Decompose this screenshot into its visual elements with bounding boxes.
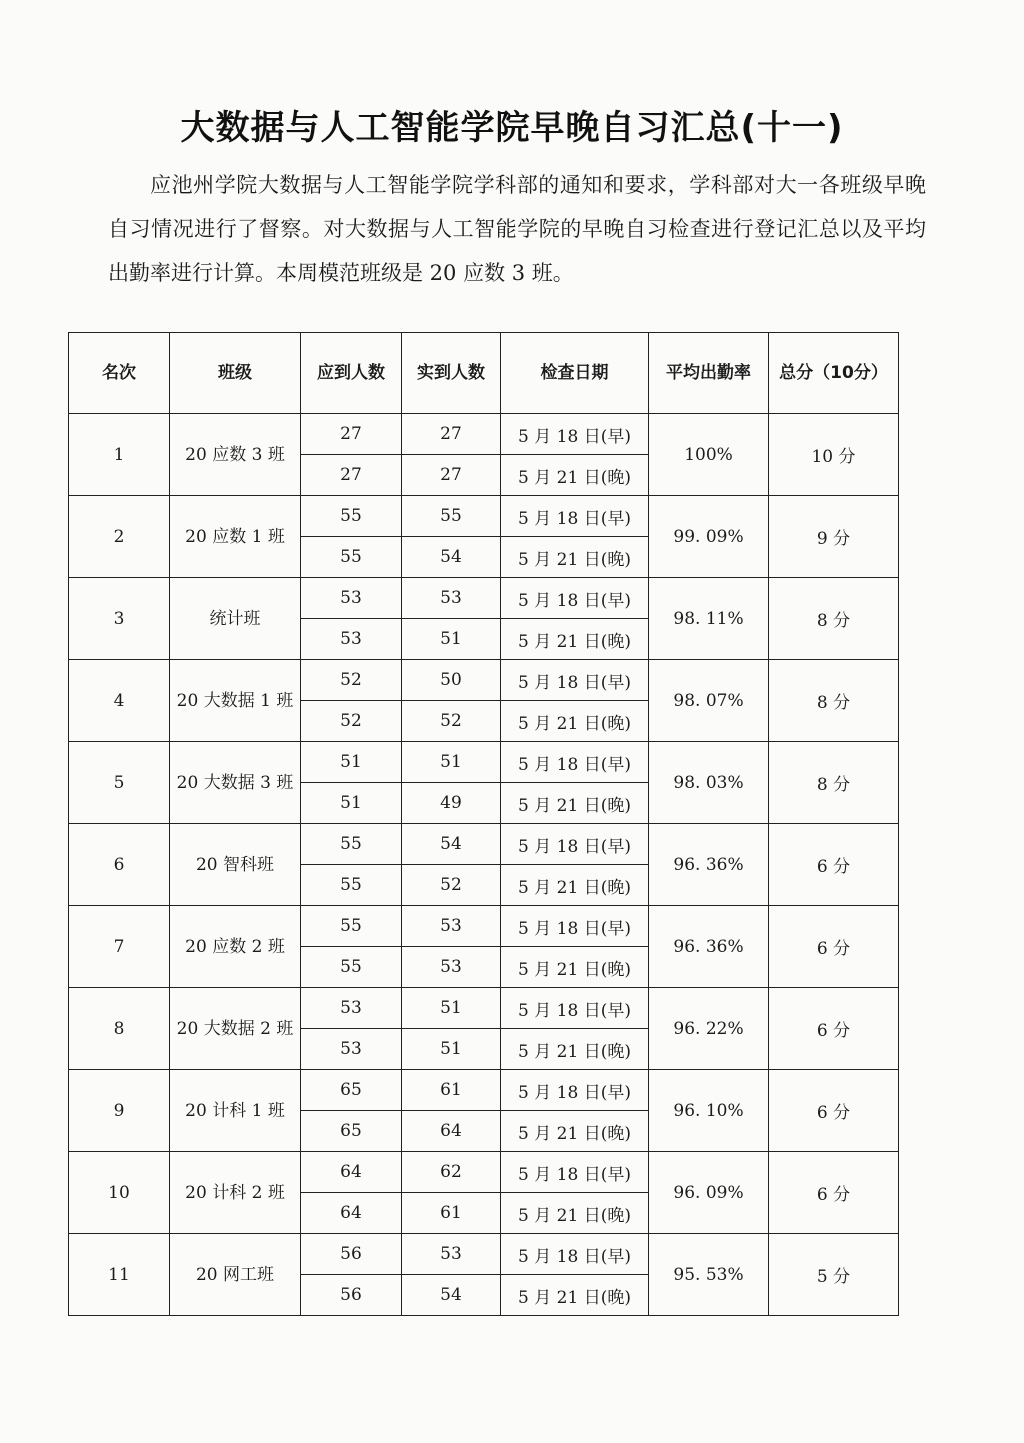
actual-cell: 53	[402, 906, 501, 947]
rank-cell: 10	[69, 1152, 170, 1234]
table-row	[69, 578, 899, 619]
actual-cell: 27	[402, 414, 501, 455]
rate-cell: 98. 03%	[649, 742, 769, 824]
expected-cell: 55	[301, 824, 402, 865]
class-cell: 20 应数 2 班	[170, 906, 301, 988]
table-row	[69, 660, 899, 701]
table-row	[69, 414, 899, 455]
table-row	[69, 1152, 899, 1193]
table-row	[69, 1234, 899, 1275]
class-cell: 20 应数 1 班	[170, 496, 301, 578]
document-title: 大数据与人工智能学院早晚自习汇总(十一)	[180, 108, 844, 148]
score-cell: 6 分	[769, 988, 899, 1070]
rank-cell: 4	[69, 660, 170, 742]
rate-cell: 96. 09%	[649, 1152, 769, 1234]
class-cell: 统计班	[170, 578, 301, 660]
actual-cell: 52	[402, 701, 501, 742]
rate-cell: 98. 07%	[649, 660, 769, 742]
rate-cell: 96. 10%	[649, 1070, 769, 1152]
actual-cell: 53	[402, 947, 501, 988]
table-header-row	[69, 333, 899, 414]
class-cell: 20 大数据 2 班	[170, 988, 301, 1070]
date-cell: 5 月 21 日(晚)	[501, 865, 649, 906]
date-cell: 5 月 18 日(早)	[501, 1152, 649, 1193]
date-cell: 5 月 18 日(早)	[501, 742, 649, 783]
table-row	[69, 742, 899, 783]
expected-cell: 53	[301, 1029, 402, 1070]
expected-cell: 53	[301, 988, 402, 1029]
expected-cell: 55	[301, 947, 402, 988]
date-cell: 5 月 18 日(早)	[501, 906, 649, 947]
expected-cell: 51	[301, 742, 402, 783]
date-cell: 5 月 21 日(晚)	[501, 783, 649, 824]
score-cell: 10 分	[769, 414, 899, 496]
score-cell: 8 分	[769, 660, 899, 742]
table-row	[69, 824, 899, 865]
date-cell: 5 月 18 日(早)	[501, 988, 649, 1029]
expected-cell: 27	[301, 455, 402, 496]
table-row	[69, 906, 899, 947]
expected-cell: 52	[301, 660, 402, 701]
header-score: 总分（10分）	[769, 333, 899, 414]
actual-cell: 62	[402, 1152, 501, 1193]
actual-cell: 61	[402, 1193, 501, 1234]
date-cell: 5 月 21 日(晚)	[501, 455, 649, 496]
date-cell: 5 月 21 日(晚)	[501, 1193, 649, 1234]
table-row	[69, 988, 899, 1029]
expected-cell: 51	[301, 783, 402, 824]
actual-cell: 49	[402, 783, 501, 824]
expected-cell: 55	[301, 537, 402, 578]
actual-cell: 54	[402, 537, 501, 578]
rate-cell: 100%	[649, 414, 769, 496]
header-rate: 平均出勤率	[649, 333, 769, 414]
date-cell: 5 月 18 日(早)	[501, 660, 649, 701]
table-row	[69, 1070, 899, 1111]
date-cell: 5 月 18 日(早)	[501, 1070, 649, 1111]
expected-cell: 52	[301, 701, 402, 742]
expected-cell: 56	[301, 1234, 402, 1275]
header-class: 班级	[170, 333, 301, 414]
score-cell: 6 分	[769, 1152, 899, 1234]
rate-cell: 96. 22%	[649, 988, 769, 1070]
expected-cell: 55	[301, 906, 402, 947]
score-cell: 8 分	[769, 578, 899, 660]
actual-cell: 64	[402, 1111, 501, 1152]
class-cell: 20 计科 2 班	[170, 1152, 301, 1234]
actual-cell: 51	[402, 619, 501, 660]
rate-cell: 98. 11%	[649, 578, 769, 660]
rate-cell: 95. 53%	[649, 1234, 769, 1316]
header-actual: 实到人数	[402, 333, 501, 414]
actual-cell: 54	[402, 1275, 501, 1316]
attendance-summary-table	[68, 332, 899, 1316]
score-cell: 6 分	[769, 824, 899, 906]
intro-paragraph: 应池州学院大数据与人工智能学院学科部的通知和要求，学科部对大一各班级早晚自习情况进行了督察。对大数据与人工智能学院的早晚自习检查进行登记汇总以及平均出勤率进行计算。本周模范班级是 20 应数 3 班。	[108, 173, 926, 285]
header-rank: 名次	[69, 333, 170, 414]
score-cell: 5 分	[769, 1234, 899, 1316]
table-row	[69, 496, 899, 537]
actual-cell: 27	[402, 455, 501, 496]
date-cell: 5 月 21 日(晚)	[501, 1111, 649, 1152]
actual-cell: 51	[402, 1029, 501, 1070]
date-cell: 5 月 21 日(晚)	[501, 619, 649, 660]
rank-cell: 6	[69, 824, 170, 906]
rank-cell: 2	[69, 496, 170, 578]
expected-cell: 64	[301, 1193, 402, 1234]
expected-cell: 64	[301, 1152, 402, 1193]
actual-cell: 54	[402, 824, 501, 865]
actual-cell: 53	[402, 578, 501, 619]
actual-cell: 51	[402, 742, 501, 783]
class-cell: 20 网工班	[170, 1234, 301, 1316]
expected-cell: 65	[301, 1070, 402, 1111]
expected-cell: 55	[301, 865, 402, 906]
actual-cell: 55	[402, 496, 501, 537]
class-cell: 20 大数据 1 班	[170, 660, 301, 742]
score-cell: 9 分	[769, 496, 899, 578]
date-cell: 5 月 21 日(晚)	[501, 701, 649, 742]
rate-cell: 96. 36%	[649, 824, 769, 906]
actual-cell: 51	[402, 988, 501, 1029]
rank-cell: 3	[69, 578, 170, 660]
header-expected: 应到人数	[301, 333, 402, 414]
score-cell: 8 分	[769, 742, 899, 824]
date-cell: 5 月 18 日(早)	[501, 1234, 649, 1275]
date-cell: 5 月 21 日(晚)	[501, 537, 649, 578]
header-date: 检查日期	[501, 333, 649, 414]
actual-cell: 53	[402, 1234, 501, 1275]
score-cell: 6 分	[769, 1070, 899, 1152]
rate-cell: 96. 36%	[649, 906, 769, 988]
rate-cell: 99. 09%	[649, 496, 769, 578]
actual-cell: 50	[402, 660, 501, 701]
date-cell: 5 月 18 日(早)	[501, 824, 649, 865]
date-cell: 5 月 21 日(晚)	[501, 1275, 649, 1316]
score-cell: 6 分	[769, 906, 899, 988]
date-cell: 5 月 18 日(早)	[501, 578, 649, 619]
rank-cell: 5	[69, 742, 170, 824]
expected-cell: 65	[301, 1111, 402, 1152]
class-cell: 20 应数 3 班	[170, 414, 301, 496]
actual-cell: 61	[402, 1070, 501, 1111]
date-cell: 5 月 18 日(早)	[501, 414, 649, 455]
class-cell: 20 计科 1 班	[170, 1070, 301, 1152]
actual-cell: 52	[402, 865, 501, 906]
rank-cell: 1	[69, 414, 170, 496]
date-cell: 5 月 21 日(晚)	[501, 1029, 649, 1070]
rank-cell: 7	[69, 906, 170, 988]
date-cell: 5 月 21 日(晚)	[501, 947, 649, 988]
expected-cell: 27	[301, 414, 402, 455]
class-cell: 20 智科班	[170, 824, 301, 906]
expected-cell: 55	[301, 496, 402, 537]
rank-cell: 8	[69, 988, 170, 1070]
class-cell: 20 大数据 3 班	[170, 742, 301, 824]
rank-cell: 11	[69, 1234, 170, 1316]
expected-cell: 53	[301, 578, 402, 619]
expected-cell: 53	[301, 619, 402, 660]
rank-cell: 9	[69, 1070, 170, 1152]
date-cell: 5 月 18 日(早)	[501, 496, 649, 537]
expected-cell: 56	[301, 1275, 402, 1316]
